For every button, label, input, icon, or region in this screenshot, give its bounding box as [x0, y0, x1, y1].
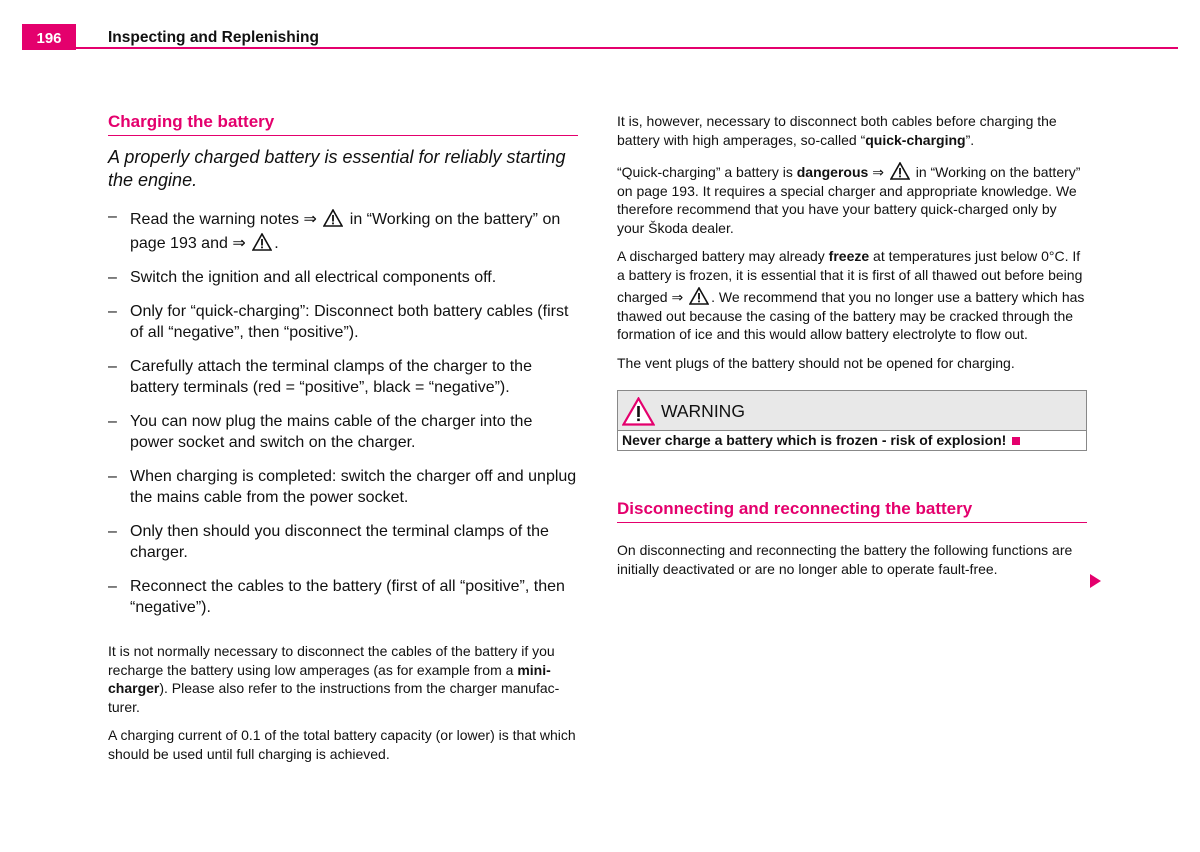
list-item	[108, 301, 578, 343]
page-number: 196	[36, 30, 62, 47]
left-column	[108, 112, 578, 773]
warning-text: Never charge a battery which is frozen - risk of explosion!	[622, 432, 1007, 448]
paragraph-text: ). Please also refer to the instructions from the charger manufac-turer.	[108, 680, 560, 715]
paragraph-text: at temperatures just below 0°C. If a battery is frozen, it is essential that it is first of all thawed out before being charged ⇒	[617, 248, 1083, 305]
bold-term: mini-charger	[108, 661, 551, 696]
header-rule	[22, 47, 1178, 49]
list-item	[108, 411, 578, 453]
dash-bullet: –	[108, 578, 117, 595]
bold-term: quick-charging	[865, 131, 966, 148]
bold-term: dangerous	[796, 164, 869, 180]
list-item	[108, 267, 578, 288]
paragraph-quick-charging	[617, 112, 1087, 149]
step-text: Reconnect the cables to the battery (first of all “positive”, then “negative”).	[130, 578, 565, 616]
dash-bullet: –	[108, 468, 117, 485]
list-item	[108, 466, 578, 508]
step-text: Only then should you disconnect the terminal clamps of the charger.	[130, 523, 549, 561]
dash-bullet: –	[108, 358, 117, 375]
warning-title: WARNING	[661, 401, 745, 421]
warning-triangle-icon	[323, 209, 343, 227]
paragraph-freeze	[617, 247, 1087, 344]
list-item	[108, 356, 578, 398]
paragraph-vent-plugs: The vent plugs of the battery should not be opened for charging.	[617, 354, 1015, 371]
paragraph-disconnecting: On disconnecting and reconnecting the battery the following functions are initially deactivated or are no longer able to operate fault-free.	[617, 542, 1073, 577]
warning-triangle-icon	[890, 162, 910, 180]
paragraph-text: It is, however, necessary to disconnect both cables before charging the battery with high amperages, so-called “	[617, 113, 1057, 148]
dash-bullet: –	[108, 413, 117, 430]
warning-triangle-icon	[622, 397, 655, 426]
dash-bullet: –	[108, 523, 117, 540]
warning-body	[618, 431, 1086, 450]
warning-box-header	[618, 391, 1086, 431]
step-text: Carefully attach the terminal clamps of the charger to the battery terminals (red = “positive”, black = “negative”).	[130, 358, 532, 396]
section-heading-disconnecting: Disconnecting and reconnecting the battery	[617, 499, 1087, 523]
paragraph-text: “Quick-charging” a battery is	[617, 164, 797, 180]
list-item	[108, 521, 578, 563]
warning-triangle-icon	[252, 233, 272, 251]
continue-arrow-icon	[1090, 574, 1101, 588]
list-item	[108, 576, 578, 618]
charging-steps-list	[108, 206, 578, 618]
header-title: Inspecting and Replenishing	[108, 29, 319, 46]
paragraph-text: It is not normally necessary to disconnect the cables of the battery if you recharge the battery using low amperages (as for example from a	[108, 643, 555, 678]
warning-box	[617, 390, 1087, 451]
step-text: Only for “quick-charging”: Disconnect both battery cables (first of all “negative”, then “positive”).	[130, 303, 569, 341]
paragraph-text: . We recommend that you no longer use a battery which has thawed out because the casing of the battery may be cracked through the formation of ice and this would allow battery electrolyte to flow out.	[617, 289, 1085, 342]
step-1-part-c: .	[274, 235, 279, 252]
list-item	[108, 206, 578, 254]
step-text: When charging is completed: switch the charger off and unplug the mains cable from the power socket.	[130, 468, 577, 506]
paragraph-charging-current: A charging current of 0.1 of the total battery capacity (or lower) is that which should be used until full charging is achieved.	[108, 727, 576, 762]
bold-term: freeze	[828, 248, 870, 264]
dash-bullet: –	[108, 303, 117, 320]
step-1-part-a: Read the warning notes ⇒	[130, 211, 317, 228]
paragraph-text: ”.	[965, 131, 975, 148]
paragraph-dangerous	[617, 159, 1087, 237]
right-column	[617, 112, 1087, 588]
step-text: Switch the ignition and all electrical components off.	[130, 269, 497, 286]
dash-bullet: –	[108, 208, 117, 225]
paragraph-text: A discharged battery may already	[617, 248, 829, 264]
warning-triangle-icon	[689, 287, 709, 305]
lead-text: A properly charged battery is essential for reliably starting the engine.	[108, 147, 566, 190]
end-marker-icon	[1012, 437, 1020, 445]
section-heading-charging: Charging the battery	[108, 112, 578, 136]
step-1-part-b: in “Working on the battery” on page 193 and ⇒	[130, 211, 561, 252]
paragraph-text: ⇒	[868, 164, 884, 180]
paragraph-low-amperage	[108, 642, 578, 716]
paragraph-text: in “Working on the battery” on page 193. It requires a special charger and appropriate knowledge. We therefore recommend that you have your battery quick-charged only by your Škoda dealer.	[617, 164, 1081, 236]
step-text: You can now plug the mains cable of the charger into the power socket and switch on the charger.	[130, 413, 533, 451]
dash-bullet: –	[108, 269, 117, 286]
